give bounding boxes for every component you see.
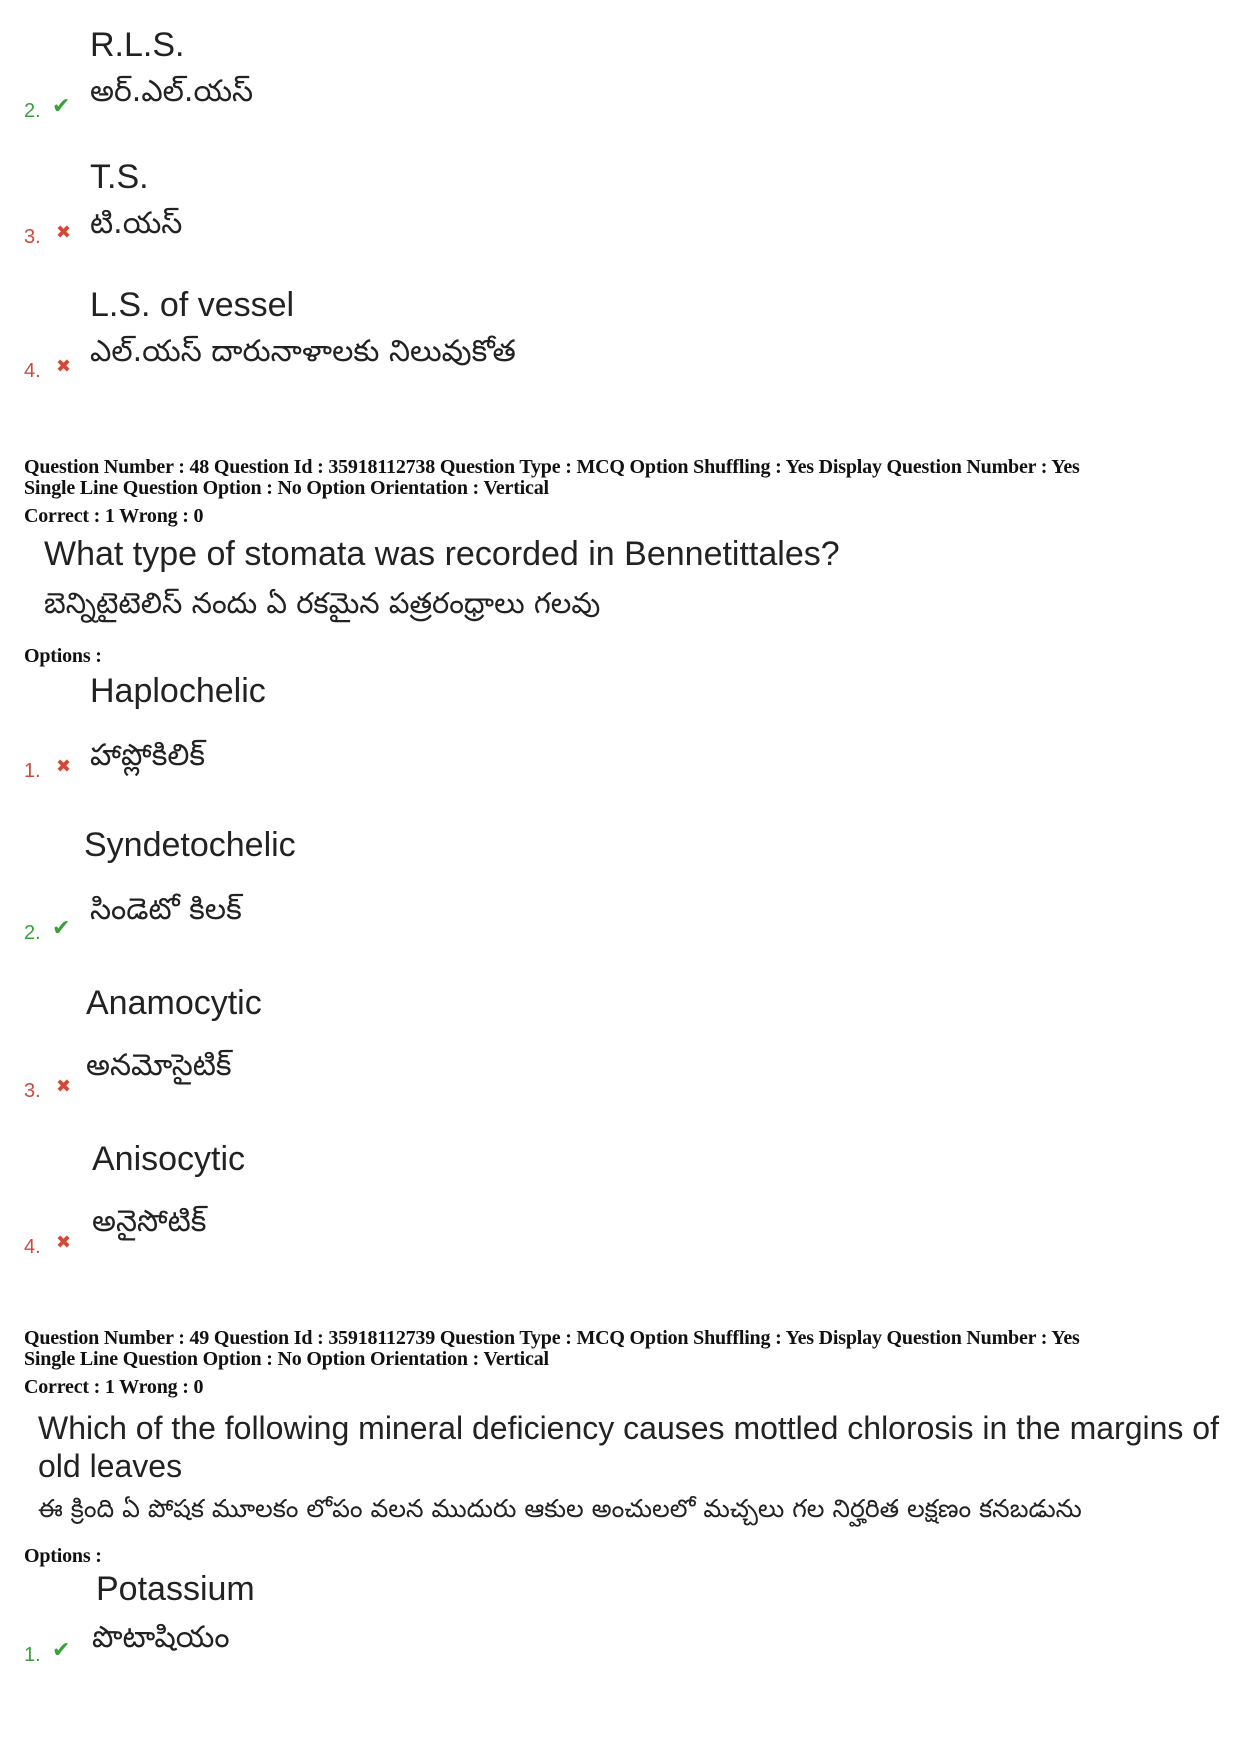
option-number: 1.	[24, 1644, 41, 1666]
question-text-en: What type of stomata was recorded in Bennetittales?	[44, 535, 840, 573]
question-text-te: బెన్నిటైటెలిస్ నందు ఏ రకమైన పత్రరంధ్రాలు గలవు	[44, 586, 601, 620]
correct-check-icon: ✔	[52, 916, 71, 941]
wrong-cross-icon: ✖	[56, 1232, 72, 1253]
option-text-en: Haplochelic	[90, 672, 266, 710]
correct-check-icon: ✔	[52, 94, 71, 119]
question-score: Correct : 1 Wrong : 0	[24, 505, 204, 527]
option-text-en: Anamocytic	[86, 984, 262, 1022]
question-text-en-line2: old leaves	[38, 1448, 183, 1484]
option-text-te: అనైసోటిక్	[92, 1204, 207, 1239]
question-text-en-line1: Which of the following mineral deficiency causes mottled chlorosis in the margins of	[38, 1410, 1219, 1446]
option-text-te: టి.యస్	[90, 206, 183, 241]
option-text-en: T.S.	[90, 158, 149, 196]
wrong-cross-icon: ✖	[56, 356, 72, 377]
option-text-te: అర్.ఎల్.యస్	[90, 74, 254, 109]
option-text-te: ఎల్.యస్ దారునాళాలకు నిలువుకోత	[90, 334, 516, 369]
option-number: 4.	[24, 1236, 41, 1258]
options-label: Options :	[24, 645, 102, 667]
question-meta-line1: Question Number : 49 Question Id : 35918112739 Question Type : MCQ Option Shuffling : Yes Display Question Number : Yes	[24, 1327, 1080, 1349]
option-text-en: R.L.S.	[90, 26, 185, 64]
option-number: 2.	[24, 100, 41, 122]
option-text-en: Potassium	[96, 1570, 255, 1608]
option-text-te: హాప్లోకిలిక్	[90, 738, 206, 773]
wrong-cross-icon: ✖	[56, 756, 72, 777]
option-number: 3.	[24, 226, 41, 248]
question-meta-line2: Single Line Question Option : No Option Orientation : Vertical	[24, 1348, 549, 1370]
correct-check-icon: ✔	[52, 1638, 71, 1663]
wrong-cross-icon: ✖	[56, 1076, 72, 1097]
option-text-te: సిండెటో కిలక్	[90, 892, 242, 927]
option-number: 1.	[24, 760, 41, 782]
wrong-cross-icon: ✖	[56, 222, 72, 243]
option-text-en: Syndetochelic	[84, 826, 296, 864]
option-number: 3.	[24, 1080, 41, 1102]
option-text-en: Anisocytic	[92, 1140, 246, 1178]
option-number: 2.	[24, 922, 41, 944]
question-text-te: ఈ క్రింది ఏ పోషక మూలకం లోపం వలన ముదురు ఆకుల అంచులలో మచ్చలు గల నిర్హరిత లక్షణం కనబడును	[38, 1494, 1082, 1523]
question-meta-line1: Question Number : 48 Question Id : 35918112738 Question Type : MCQ Option Shuffling : Yes Display Question Number : Yes	[24, 456, 1080, 478]
option-number: 4.	[24, 360, 41, 382]
option-text-te: అనమోసైటిక్	[86, 1048, 232, 1083]
option-text-en: L.S. of vessel	[90, 286, 295, 324]
option-text-te: పొటాషియం	[92, 1620, 230, 1655]
question-meta-line2: Single Line Question Option : No Option Orientation : Vertical	[24, 477, 549, 499]
options-label: Options :	[24, 1545, 102, 1567]
question-score: Correct : 1 Wrong : 0	[24, 1376, 204, 1398]
